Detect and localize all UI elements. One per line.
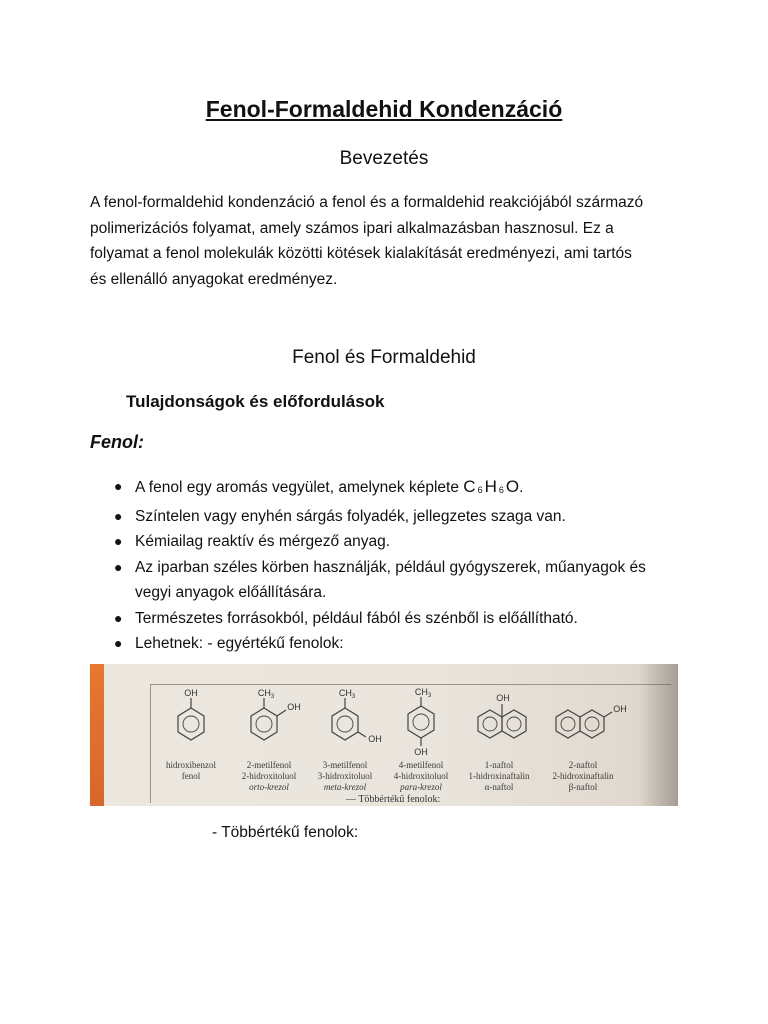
compound-name: para-krezol bbox=[400, 782, 442, 792]
svg-text:CH3: $CH_3$ bbox=[338, 688, 356, 700]
monovalent-phenols-photo bbox=[90, 664, 678, 806]
compound-2-naphthol bbox=[538, 688, 628, 792]
compound-name: 1-hidroxinaftalin bbox=[468, 771, 530, 781]
bullet-item bbox=[90, 606, 670, 632]
bullet-text: vegyi anyagok előállítására. bbox=[135, 584, 327, 601]
bullet-item bbox=[90, 529, 670, 555]
benzene-ring-icon bbox=[376, 688, 466, 758]
bullet-text: A fenol egy aromás vegyület, amelynek képlete bbox=[135, 479, 464, 496]
fenol-bullet-list bbox=[90, 474, 670, 657]
polyvalent-phenols-label: - Többértékű fenolok: bbox=[212, 824, 359, 841]
svg-text:OH: OH bbox=[414, 747, 428, 757]
compound-name: orto-krezol bbox=[249, 782, 289, 792]
compound-name: 2-naftol bbox=[568, 760, 598, 770]
bullet-text: Kémiailag reaktív és mérgező anyag. bbox=[135, 533, 391, 550]
compound-name: fenol bbox=[181, 771, 201, 781]
compound-name: 4-metilfenol bbox=[398, 760, 444, 770]
photo-cut-caption: — Többértékű fenolok: bbox=[346, 794, 441, 805]
compound-name: meta-krezol bbox=[323, 782, 367, 792]
svg-text:OH: OH bbox=[496, 693, 510, 703]
bullet-dot-icon: ● bbox=[114, 558, 123, 575]
intro-heading: Bevezetés bbox=[339, 148, 429, 169]
bullet-text: Természetes forrásokból, például fából és szénből is előállítható. bbox=[135, 609, 578, 627]
svg-text:OH: OH bbox=[184, 688, 198, 698]
svg-text:CH3: $CH_3$ bbox=[414, 688, 432, 699]
bullet-item bbox=[90, 631, 670, 657]
bullet-text: Színtelen vagy enyhén sárgás folyadék, jellegzetes szaga van. bbox=[135, 507, 566, 525]
compound-name: α-naftol bbox=[484, 782, 514, 792]
chemical-formula: C $_6$ H $_6$ O bbox=[463, 477, 520, 496]
bullet-item: ● A fenol egy aromás vegyület, amelynek képlete C $_6$ H $_6$ O. bbox=[90, 474, 670, 504]
benzene-ring-icon bbox=[146, 688, 236, 758]
naphthalene-ring-icon bbox=[538, 688, 628, 758]
photo-orange-edge bbox=[90, 664, 104, 806]
compound-1-naphthol bbox=[454, 688, 544, 792]
bullet-dot-icon: ● bbox=[114, 507, 123, 524]
photo-shadow-edge bbox=[638, 664, 678, 806]
document-title: Fenol-Formaldehid Kondenzáció bbox=[205, 96, 563, 122]
bullet-text: Az iparban széles körben használják, például gyógyszerek, műanyagok és bbox=[135, 558, 646, 576]
intro-line: polimerizációs folyamat, amely számos ipari alkalmazásban hasznosul. Ez a bbox=[90, 219, 614, 237]
section-heading: Fenol és Formaldehid bbox=[292, 347, 476, 368]
intro-paragraph bbox=[90, 190, 680, 292]
intro-line: A fenol-formaldehid kondenzáció a fenol és a formaldehid reakciójából származó bbox=[90, 194, 644, 211]
compound-name: 3-hidroxitoluol bbox=[317, 771, 373, 781]
svg-text:OH: OH bbox=[368, 734, 382, 744]
compound-name: 2-hidroxitoluol bbox=[241, 771, 297, 781]
compound-phenol bbox=[146, 688, 236, 781]
intro-line: és ellenálló anyagokat eredményez. bbox=[90, 270, 338, 288]
fenol-label: Fenol: bbox=[90, 432, 144, 452]
svg-text:OH: OH bbox=[613, 704, 627, 714]
bullet-dot-icon: ● bbox=[114, 478, 123, 494]
compound-name: 2-metilfenol bbox=[246, 760, 292, 770]
bullet-text: Lehetnek: - egyértékű fenolok: bbox=[135, 635, 344, 652]
svg-text:OH: OH bbox=[287, 702, 301, 712]
compound-name: 1-naftol bbox=[484, 760, 514, 770]
bullet-item bbox=[90, 555, 670, 606]
compound-name: 4-hidroxitoluol bbox=[393, 771, 449, 781]
compound-name: 3-metilfenol bbox=[322, 760, 368, 770]
naphthalene-ring-icon bbox=[454, 688, 544, 758]
bullet-item bbox=[90, 504, 670, 530]
svg-text:CH3: $CH_3$ bbox=[257, 688, 275, 700]
bullet-dot-icon: ● bbox=[114, 533, 123, 549]
compound-name: hidroxibenzol bbox=[166, 760, 216, 770]
compound-name: β-naftol bbox=[568, 782, 598, 792]
subsection-heading: Tulajdonságok és előfordulások bbox=[126, 392, 385, 411]
compound-para-cresol bbox=[376, 688, 466, 792]
bullet-dot-icon: ● bbox=[114, 609, 123, 626]
bullet-dot-icon: ● bbox=[114, 635, 123, 651]
intro-line: folyamat a fenol molekulák közötti kötések kialakítását eredményezi, ami tartós bbox=[90, 245, 632, 262]
compound-name: 2-hidroxinaftalin bbox=[552, 771, 614, 781]
